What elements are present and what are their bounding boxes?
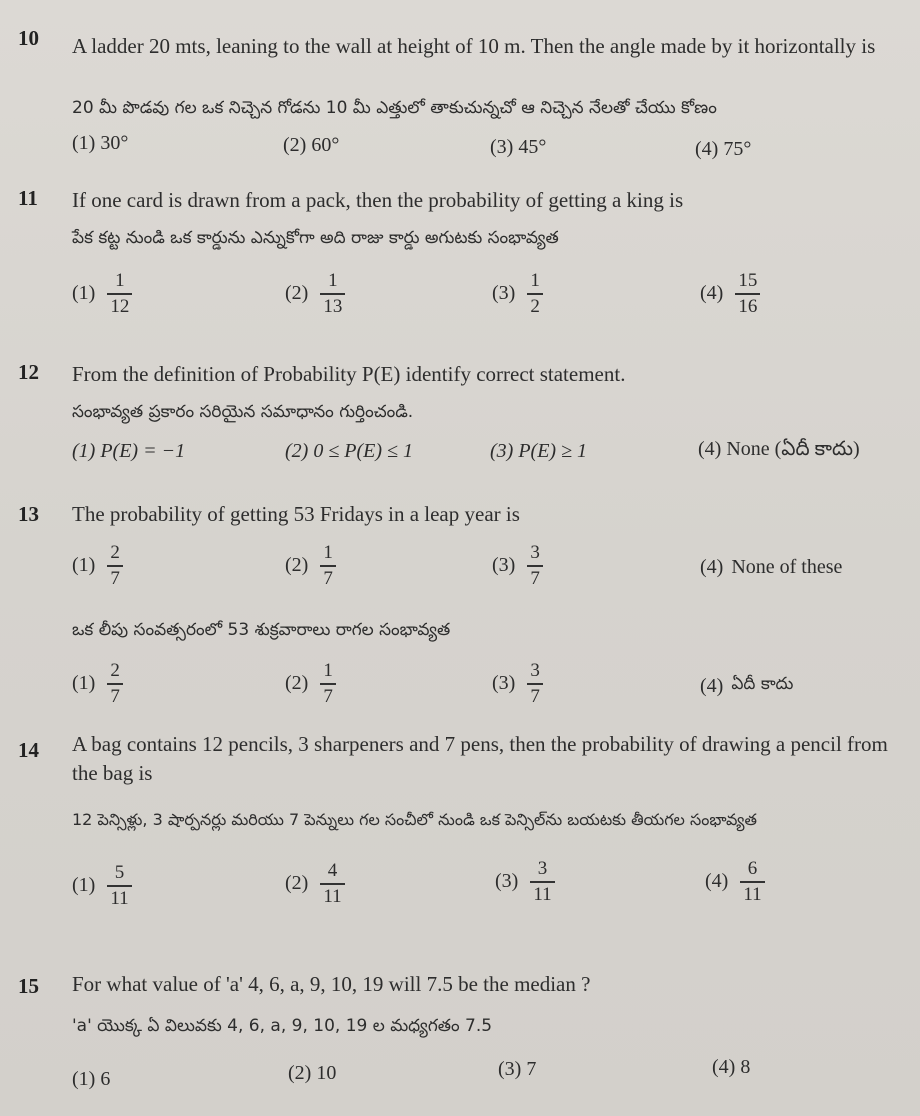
fraction-bar (320, 883, 344, 885)
denominator: 7 (530, 567, 540, 589)
option-4: (4) 8 (712, 1056, 751, 1078)
option-4 (700, 270, 760, 318)
question-number: 13 (18, 502, 39, 526)
option-text: ఏదీ కాదు (731, 674, 794, 694)
fraction-bar (107, 293, 132, 295)
question-text: If one card is drawn from a pack, then the probability of getting a king is (72, 188, 684, 212)
denominator: 16 (738, 295, 758, 317)
option-label: (1) (72, 672, 96, 695)
denominator: 7 (530, 685, 540, 707)
denominator: 7 (323, 685, 333, 707)
option-label: (2) (285, 672, 309, 695)
denominator: 11 (533, 883, 552, 905)
question-number: 14 (18, 738, 39, 762)
option-3: (3) 7 (498, 1058, 537, 1080)
fraction (107, 660, 123, 708)
option-2 (285, 542, 336, 590)
numerator: 6 (747, 858, 758, 879)
numerator: 3 (537, 858, 548, 879)
denominator: 7 (110, 685, 120, 707)
question-text-telugu: ఒక లీపు సంవత్సరంలో 53 శుక్రవారాలు రాగల సంభావ్యత (72, 620, 451, 640)
option-label: (4) (700, 674, 724, 697)
option-label: (2) (285, 872, 309, 895)
option-3 (492, 270, 543, 318)
question-text: A bag contains 12 pencils, 3 sharpeners and 7 pens, then the probability of drawing a pencil from the bag is (72, 732, 888, 785)
fraction-bar (530, 881, 554, 883)
option-4-telugu (700, 674, 793, 698)
question-text-telugu: 'a' యొక్క ఏ విలువకు 4, 6, a, 9, 10, 19 ల మధ్యగతం 7.5 (72, 1016, 493, 1036)
fraction (107, 270, 132, 318)
numerator: 15 (738, 270, 758, 291)
numerator: 3 (530, 542, 540, 563)
option-2-telugu (285, 660, 336, 708)
option-text: None of these (731, 556, 843, 578)
numerator: 1 (323, 542, 333, 563)
option-4 (705, 858, 765, 906)
option-3: (3) P(E) ≥ 1 (490, 440, 588, 462)
fraction-bar (740, 881, 764, 883)
question-number: 12 (18, 360, 39, 384)
option-2 (285, 860, 345, 908)
option-label: (1) (72, 554, 96, 577)
denominator: 7 (110, 567, 120, 589)
denominator: 11 (323, 885, 342, 907)
option-3-telugu (492, 660, 543, 708)
fraction-bar (107, 683, 123, 685)
option-3 (492, 542, 543, 590)
question-number: 11 (18, 186, 38, 210)
option-2: (2) 0 ≤ P(E) ≤ 1 (285, 440, 414, 462)
fraction (320, 542, 336, 590)
option-label: (3) (492, 672, 516, 695)
option-label: (4) (705, 870, 729, 893)
numerator: 5 (114, 862, 125, 883)
numerator: 1 (115, 270, 125, 291)
denominator: 11 (743, 883, 762, 905)
numerator: 4 (327, 860, 338, 881)
option-2: (2) 60° (283, 134, 340, 156)
denominator: 13 (323, 295, 343, 317)
numerator: 3 (530, 660, 540, 681)
option-4 (700, 556, 842, 579)
option-1 (72, 542, 123, 590)
option-2 (285, 270, 345, 318)
fraction-bar (527, 565, 543, 567)
option-3 (495, 858, 555, 906)
question-text-telugu: 20 మీ పొడవు గల ఒక నిచ్చెన గోడను 10 మీ ఎత్తులో తాకుచున్నచో ఆ నిచ్చెన నేలతో చేయు కోణం (72, 98, 717, 118)
fraction (740, 858, 764, 906)
option-label: (3) (495, 870, 519, 893)
option-label: (1) (72, 282, 96, 305)
fraction-bar (527, 683, 543, 685)
option-label: (4) (700, 282, 724, 305)
fraction-bar (320, 293, 345, 295)
fraction (320, 660, 336, 708)
fraction-bar (735, 293, 760, 295)
question-number: 15 (18, 974, 39, 998)
question-text-telugu: సంభావ్యత ప్రకారం సరియైన సమాధానం గుర్తించండి. (72, 402, 414, 422)
fraction (530, 858, 554, 906)
fraction-bar (107, 885, 131, 887)
option-1: (1) P(E) = −1 (72, 440, 186, 462)
option-1: (1) 30° (72, 132, 129, 154)
fraction (527, 270, 543, 318)
fraction-bar (527, 293, 543, 295)
option-1-telugu (72, 660, 123, 708)
question-number: 10 (18, 26, 39, 50)
fraction-bar (320, 683, 336, 685)
fraction (107, 862, 131, 910)
option-1 (72, 862, 132, 910)
fraction (735, 270, 760, 318)
fraction (320, 860, 344, 908)
option-label: (4) (700, 556, 724, 578)
fraction-bar (107, 565, 123, 567)
numerator: 2 (110, 542, 120, 563)
option-4: (4) None (ఏదీ కాదు) (698, 438, 860, 460)
numerator: 1 (323, 660, 333, 681)
denominator: 2 (530, 295, 540, 317)
option-1: (1) 6 (72, 1068, 111, 1090)
question-text-telugu: పేక కట్ట నుండి ఒక కార్డును ఎన్నుకోగా అది రాజు కార్డు అగుటకు సంభావ్యత (72, 228, 559, 248)
question-text: For what value of 'a' 4, 6, a, 9, 10, 19 will 7.5 be the median ? (72, 972, 591, 996)
option-2: (2) 10 (288, 1062, 337, 1084)
question-text: The probability of getting 53 Fridays in a leap year is (72, 502, 520, 526)
option-1 (72, 270, 132, 318)
option-label: (3) (492, 282, 516, 305)
numerator: 1 (328, 270, 338, 291)
question-text: A ladder 20 mts, leaning to the wall at height of 10 m. Then the angle made by it horizontally is (72, 34, 876, 58)
option-label: (1) (72, 874, 96, 897)
fraction (320, 270, 345, 318)
option-label: (3) (492, 554, 516, 577)
option-label: (2) (285, 282, 309, 305)
fraction (527, 660, 543, 708)
denominator: 7 (323, 567, 333, 589)
question-text-telugu: 12 పెన్సిళ్లు, 3 షార్పనర్లు మరియు 7 పెన్నులు గల సంచీలో నుండి ఒక పెన్సిల్‌ను బయటకు తీయగల సంభావ్యత (72, 810, 757, 829)
fraction (107, 542, 123, 590)
fraction-bar (320, 565, 336, 567)
denominator: 11 (110, 887, 129, 909)
numerator: 2 (110, 660, 120, 681)
denominator: 12 (110, 295, 130, 317)
option-3: (3) 45° (490, 136, 547, 158)
option-4: (4) 75° (695, 138, 752, 160)
fraction (527, 542, 543, 590)
question-text: From the definition of Probability P(E) identify correct statement. (72, 362, 626, 386)
option-label: (2) (285, 554, 309, 577)
numerator: 1 (530, 270, 540, 291)
